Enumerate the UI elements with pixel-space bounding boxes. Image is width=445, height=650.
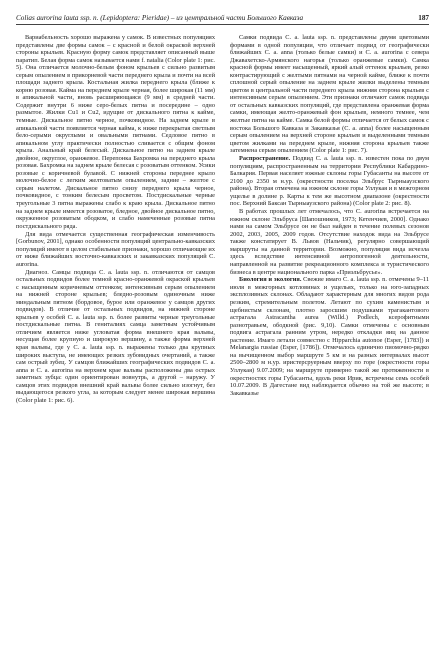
paragraph-text: Самки подвида C. a. lauta ssp. n. представлены двумя цветовыми формами в одной популяции, что отличает подвид от географически ближайших C. a. anna (только белые самки) и C. a. aurorina с севера Джавахетско-Армянского нагорья (только оранжевые самки). Самка красной формы имеет насыщенный, яркий алый оттенок крыльев, резко контрастирующий с желтыми пятнами на черной кайме, ближе к почти сплошной серый опыление на заднем крыле жилки выделены темным цветом в центральной части переднего крыла нижняя сторона крыльев с интенсивным серым опылением. Эти признаки отличают самок подвида от остальных кавказских популяций, где представлена оранжевая форма самки, имеющая желто-оранжевый фон крыльев, немного темнее, чем желтые пятна на кайме. Самка белой формы отличается от белых самок с востока Большого Кавказа и Закавказья (C. a. anna) более насыщенным серым опылением на верхней стороне крыльев и выделенными темным цветом жилками на переднем крыле, нижняя сторона крыльев также затемнена серым опылением (Color plate 1: рис. 7). <box>230 34 429 155</box>
paragraph: Для вида отмечается существенная географическая изменчивость [Gorbunov, 2001], однако особенности популяций центрально-кавказских популяций имеют в целом стабильные признаки, хорошо отличающие их от ниже ближайших восточно-кавказских и закавказских популяций C. aurorina. <box>16 230 215 268</box>
section-paragraph <box>230 155 429 208</box>
paragraph: Вариабельность хорошо выражена у самок. В известных популяциях представлены две формы самок – с красной и белой окраской верхней стороны крыльев. Красную форму самок представляет описанный выше паратип. Белая форма самок называется нами f. natalia (Color plate 1: рис. 5). Она отличается молочно-белым фоном крыльев с сильно развитым серым опылением в прикорневой части переднего крыла и почти на всей площади заднего крыла. Костальная жилка переднего крыла (ближе к корню розовая. Кайма на переднем крыле черная, более широкая (11 мм) в апикальной части, вновь расширяющаяся (9 мм) в средней части. Содержит внутри 6 ниже серо-белых пятна и посередине – одно размытое. Жилки Cu1 и Cu2, идущие от дискального пятна к кайме, темные. Дискальное пятно черное, почковидное. На заднем крыле в апикальной части появляется черная кайма, к ниже перекрытая светлым бело-серыми округлыми и овальными пятнами. Седловое пятно в апикальном углу практически полностью сливается с общим фоном крыла. Анальный край белесый. Дискальное пятно на заднем крыле двойное, округлое, оранжевое. Перепонкa Бахромка на переднего крыла розовая. Бахромка на заднем крыле белесая с розоватым оттенком. Усики розовые с коричневой булавой. С нижней стороны переднее крыло молочно-белое с легким желтоватым опылением, задние – желтое с серым налетом. Дискальное пятно снизу переднего крыла черное, почковидное, с тонким белесым просветом. Постдискальные черные треугольные 3 пятна выражены слабо к краю крыла. Дискальное пятно на заднем крыле имеется розоватое, бледное, двойное дискальное пятно, окруженное розоватым ободком, и слабо намеченные розовые пятна постдискального ряда. <box>16 34 215 230</box>
section-heading: Распространение. <box>239 155 291 163</box>
section-paragraph <box>230 276 429 397</box>
paragraph: Диагноз. Самцы подвида C. a. lauta ssp. n. отличаются от самцов остальных подвидов более темной красно-оранжевой окраской крыльев с насыщенным коричневым оттенком; интенсивным серым опылением на нижней стороне крыльев; бледно-розовым одиночным ниже миндальным пятном (бордовое, бурое или оранжевое у самцов других подвидов). В отличие от остальных подвидов, на нижней стороне крыльев у особей C. a. lauta ssp. n. более развиты черные треугольные постдискальные пятна. В гениталиях самца заметным устойчивым отличием является ниже угловатая форма внешнего края вальвы, несущая более крупную и широкую вершину, а также форма верхней края вальвы, где у C. a. lauta ssp. n. выражены только два крупных широких выступа, не имеющих резких зубовидных очертаний, а также сам острый зубец. У самцов ближайших географических подвидов C. a. anna и C. a. aurorina на верхнем крае вальвы расположены два острых заметных зубца: один ориентирован вовнутрь, а другой – наружу. У самцов этих подвидов внешний край вальвы более сильно изогнут, без выдающегося резкого угла, за которым следует менее широкая вершина (Color plate 1: рис. 6). <box>16 268 215 404</box>
section-heading: Биология и экология. <box>239 276 302 284</box>
paragraph-text: Подвид C. a. lauta ssp. n. известен пока по двум популяциям, распространенным на территории Республики Кабардино-Балкария. Первая населяет южные склоны горы Губасанты на высоте от 2100 до 2350 м н.ур. (окрестности поселка Эльбрус Тырныаузского района). Вторая отмечена на южном склоне горы Уллукая и в межгорном ущелье в долине р. Карты к тем же высотном диапазоне (окрестности пос. Верхний Баксан Тырныаузского района) (Color plate 2: рис. 8). <box>230 155 429 208</box>
paragraph-text: В работах прошлых лет отмечалось, что C. aurorina встречается на южном склоне Эльбруса [Шапошников, 1973; Кетенчиев, 2000]. Однако нами на самом Эльбрусе он не был найден в течение полевых сезонов 2002, 2003, 2005, 2009 годов. Отсутствие находок вида на Эльбрусе также констатирует В. Львов (Нальчик), регулярно совершающий маршруты на данной территории. Возможно, популяция вида исчезла здесь вследствие интенсивной антропогенной деятельности, направленной на развитие рекреационного комплекса и туристического бизнеса в центре национального парка «Приэльбрусье». <box>230 208 429 276</box>
page-number: 187 <box>418 14 429 22</box>
paragraph <box>230 208 429 276</box>
paragraph <box>230 34 429 155</box>
running-header <box>16 12 429 25</box>
paragraph-text: Свежие имаго C. a. lauta ssp. n. отмечены 9–11 июля в межгорных котловинах и ущельях, только на юго-западных эксплозивных склонах. Обладают характерным для многих видов рода резким, стремительным полетом. Летают по сухим каменистым и щебнистым склонам, плотно заросшим подушками трагакантового астрагала Astracanthа aurea (Willd.) Podlech, ксерофитными разнотравьем, ободкной (рис. 9,10). Самки отмечены с основным подвига астрагала ранним утром, нередко откладки яиц на данное растение. Имаго летали совместно с Hipparchia autonoe (Esper, [1783]) и Melanargia russiae (Esper, [1786]). Отмечалось единично пиомочно-рядко на вычищенном выбор маршруте 5 км и на разных интервалах высот 2500–2800 м н.ур. иристерсруерным вверху по горе (окрестности горы Уллукая) 9.07.2009; на маршруте примерно такой же протяженности в окрестностях горы Губасанты, вдоль реки Ирик, встречены семь особей 10.07.2009. В Дагестане вид наблюдается обычно на той же высоте; в Закавказье <box>230 276 429 397</box>
right-column <box>230 34 429 644</box>
running-title: Colias aurorina lauta ssp. n. (Lepidoptera: Pieridae) – из центральной части Большого Кавказа <box>16 14 304 22</box>
left-column <box>16 34 215 644</box>
